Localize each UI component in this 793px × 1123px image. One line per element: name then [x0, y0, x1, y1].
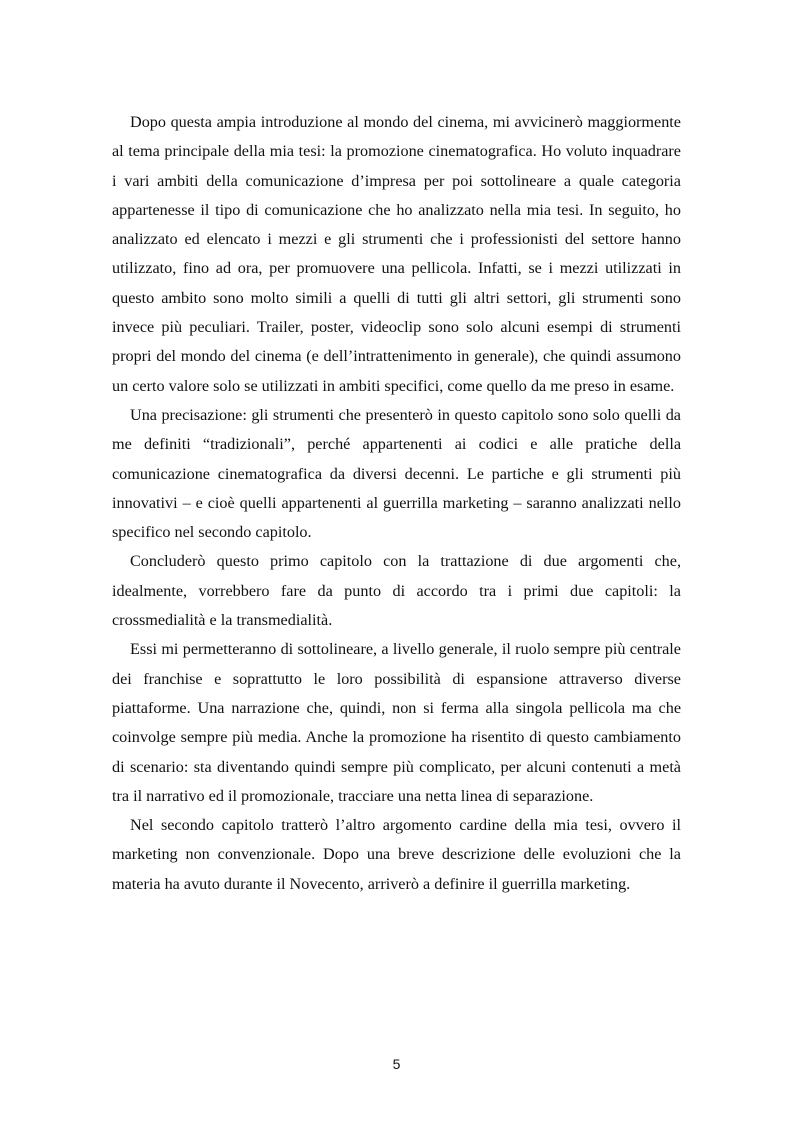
body-text: [112, 108, 681, 899]
paragraph-5: Nel secondo capitolo tratterò l’altro argomento cardine della mia tesi, ovvero il marketing non convenzionale. Dopo una breve descrizione delle evoluzioni che la materia ha avuto durante il Novecento, arriverò a definire il guerrilla marketing.: [112, 816, 681, 893]
paragraph-4: Essi mi permetteranno di sottolineare, a livello generale, il ruolo sempre più centrale dei franchise e soprattutto le loro possibilità di espansione attraverso diverse piattaforme. Una narrazione che, quindi, non si ferma alla singola pellicola ma che coinvolge sempre più media. Anche la promozione ha risentito di questo cambiamento di scenario: sta diventando quindi sempre più complicato, per alcuni contenuti a metà tra il narrativo ed il promozionale, tracciare una netta linea di separazione.: [112, 640, 681, 805]
paragraph-2: Una precisazione: gli strumenti che presenterò in questo capitolo sono solo quelli da me definiti “tradizionali”, perché appartenenti ai codici e alle pratiche della comunicazione cinematografica da diversi decenni. Le partiche e gli strumenti più innovativi – e cioè quelli appartenenti al guerrilla marketing – saranno analizzati nello specifico nel secondo capitolo.: [112, 405, 681, 542]
paragraph-3: Concluderò questo primo capitolo con la trattazione di due argomenti che, idealmente, vorrebbero fare da punto di accordo tra i primi due capitoli: la crossmedialità e la transmedialità.: [112, 552, 681, 630]
page-number: 5: [392, 1056, 401, 1072]
paragraph-1: Dopo questa ampia introduzione al mondo del cinema, mi avvicinerò maggiormente al tema principale della mia tesi: la promozione cinematografica. Ho voluto inquadrare i vari ambiti della comunicazione d’impresa per poi sottolineare a quale categoria appartenesse il tipo di comunicazione che ho analizzato nella mia tesi. In seguito, ho analizzato ed elencato i mezzi e gli strumenti che i professionisti del settore hanno utilizzato, fino ad ora, per promuovere una pellicola. Infatti, se i mezzi utilizzati in questo ambito sono molto simili a quelli di tutti gli altri settori, gli strumenti sono invece più peculiari. Trailer, poster, videoclip sono solo alcuni esempi di strumenti propri del mondo del cinema (e dell’intrattenimento in generale), che quindi assumono un certo valore solo se utilizzati in ambiti specifici, come quello da me preso in esame.: [112, 113, 681, 395]
